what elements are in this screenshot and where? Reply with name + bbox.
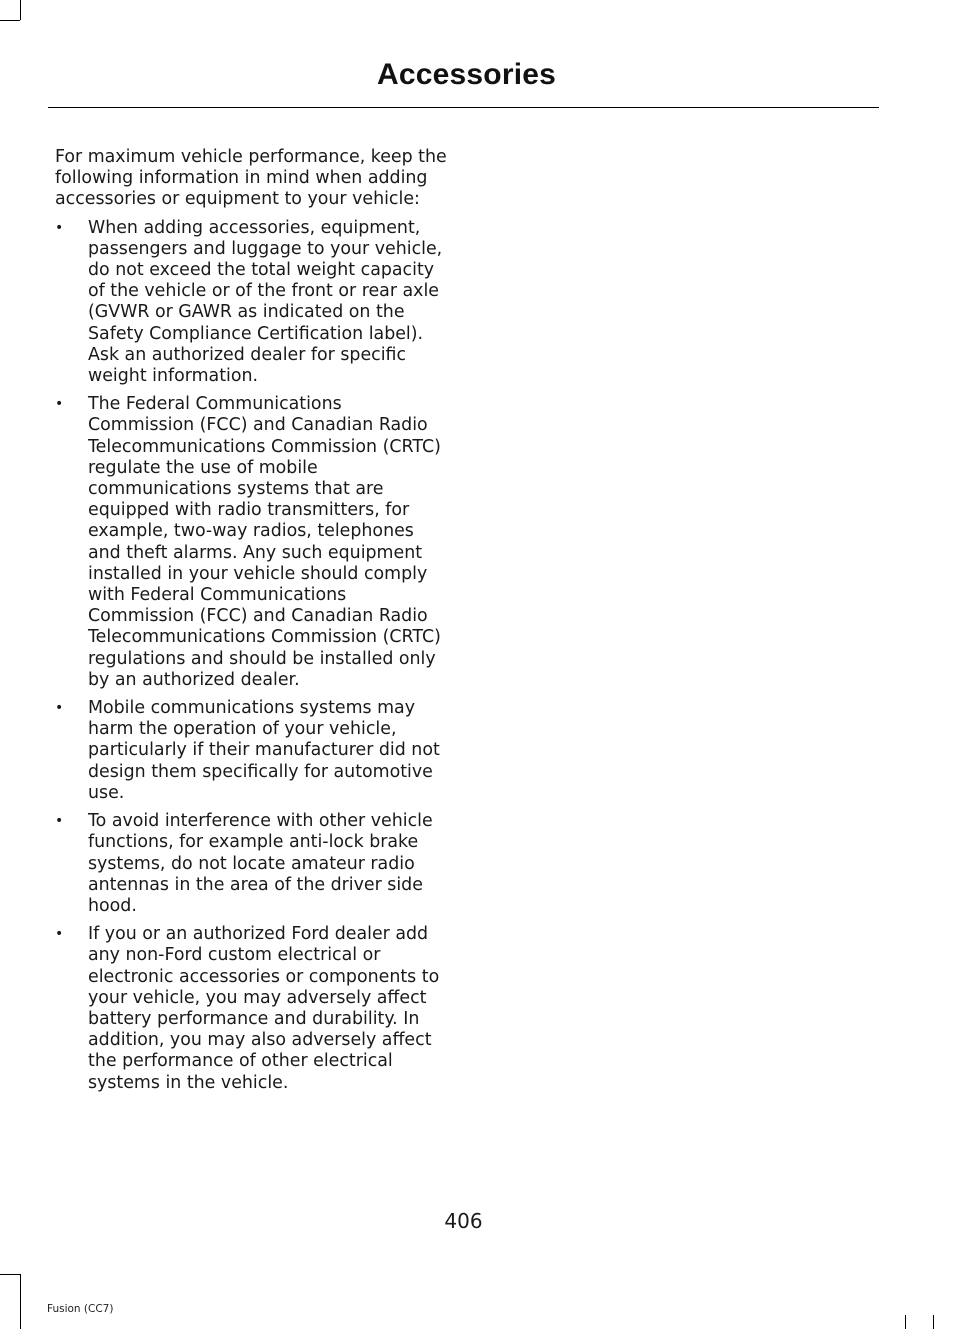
bullet-list: [55, 218, 447, 1094]
title-divider: [48, 107, 879, 108]
list-item: [55, 394, 447, 691]
crop-mark-bottom-right-vertical-a: [905, 1315, 906, 1329]
bullet-icon: •: [55, 926, 64, 943]
bullet-icon: •: [55, 813, 64, 830]
crop-mark-bottom-left-vertical: [20, 1274, 21, 1329]
list-item-text: If you or an authorized Ford dealer add any non-Ford custom electrical or electronic accessories or components to your vehicle, you may adversely affect battery performance and durability. In addition, you may also adversely affect the performance of other electrical systems in the vehicle.: [88, 924, 440, 1093]
bullet-icon: •: [55, 219, 64, 236]
list-item-text: Mobile communications systems may harm the operation of your vehicle, particularly if their manufacturer did not design them specifically for automotive use.: [88, 698, 440, 803]
bullet-icon: •: [55, 700, 64, 717]
crop-mark-bottom-left-horizontal: [0, 1274, 20, 1275]
list-item: [55, 924, 447, 1094]
crop-mark-bottom-right-vertical-b: [933, 1315, 934, 1329]
bullet-icon: •: [55, 396, 64, 413]
page-number: 406: [444, 1209, 483, 1233]
list-item-text: When adding accessories, equipment, passengers and luggage to your vehicle, do not exceed the total weight capacity of the vehicle or of the front or rear axle (GVWR or GAWR as indicated on the Safety Compliance Certification label). Ask an authorized dealer for specific weight information.: [88, 217, 443, 387]
list-item: [55, 698, 447, 804]
footer-model-label: Fusion (CC7): [47, 1303, 114, 1315]
crop-mark-top-left-vertical: [20, 0, 21, 20]
list-item-text: To avoid interference with other vehicle functions, for example anti-lock brake systems, do not locate amateur radio antennas in the area of the driver side hood.: [88, 811, 433, 916]
list-item-text: The Federal Communications Commission (FCC) and Canadian Radio Telecommunications Commission (CRTC) regulate the use of mobile communications systems that are equipped with radio transmitters, for example, two-way radios, telephones and theft alarms. Any such equipment installed in your vehicle should comply with Federal Communications Commission (FCC) and Canadian Radio Telecommunications Commission (CRTC) regulations and should be installed only by an authorized dealer.: [88, 394, 441, 690]
intro-paragraph: For maximum vehicle performance, keep the following information in mind when adding accessories or equipment to your vehicle:: [55, 147, 447, 210]
page-title: Accessories: [377, 58, 556, 91]
list-item: [55, 218, 447, 388]
list-item: [55, 811, 447, 917]
crop-mark-top-left-horizontal: [0, 20, 20, 21]
content-column: [55, 147, 447, 1101]
